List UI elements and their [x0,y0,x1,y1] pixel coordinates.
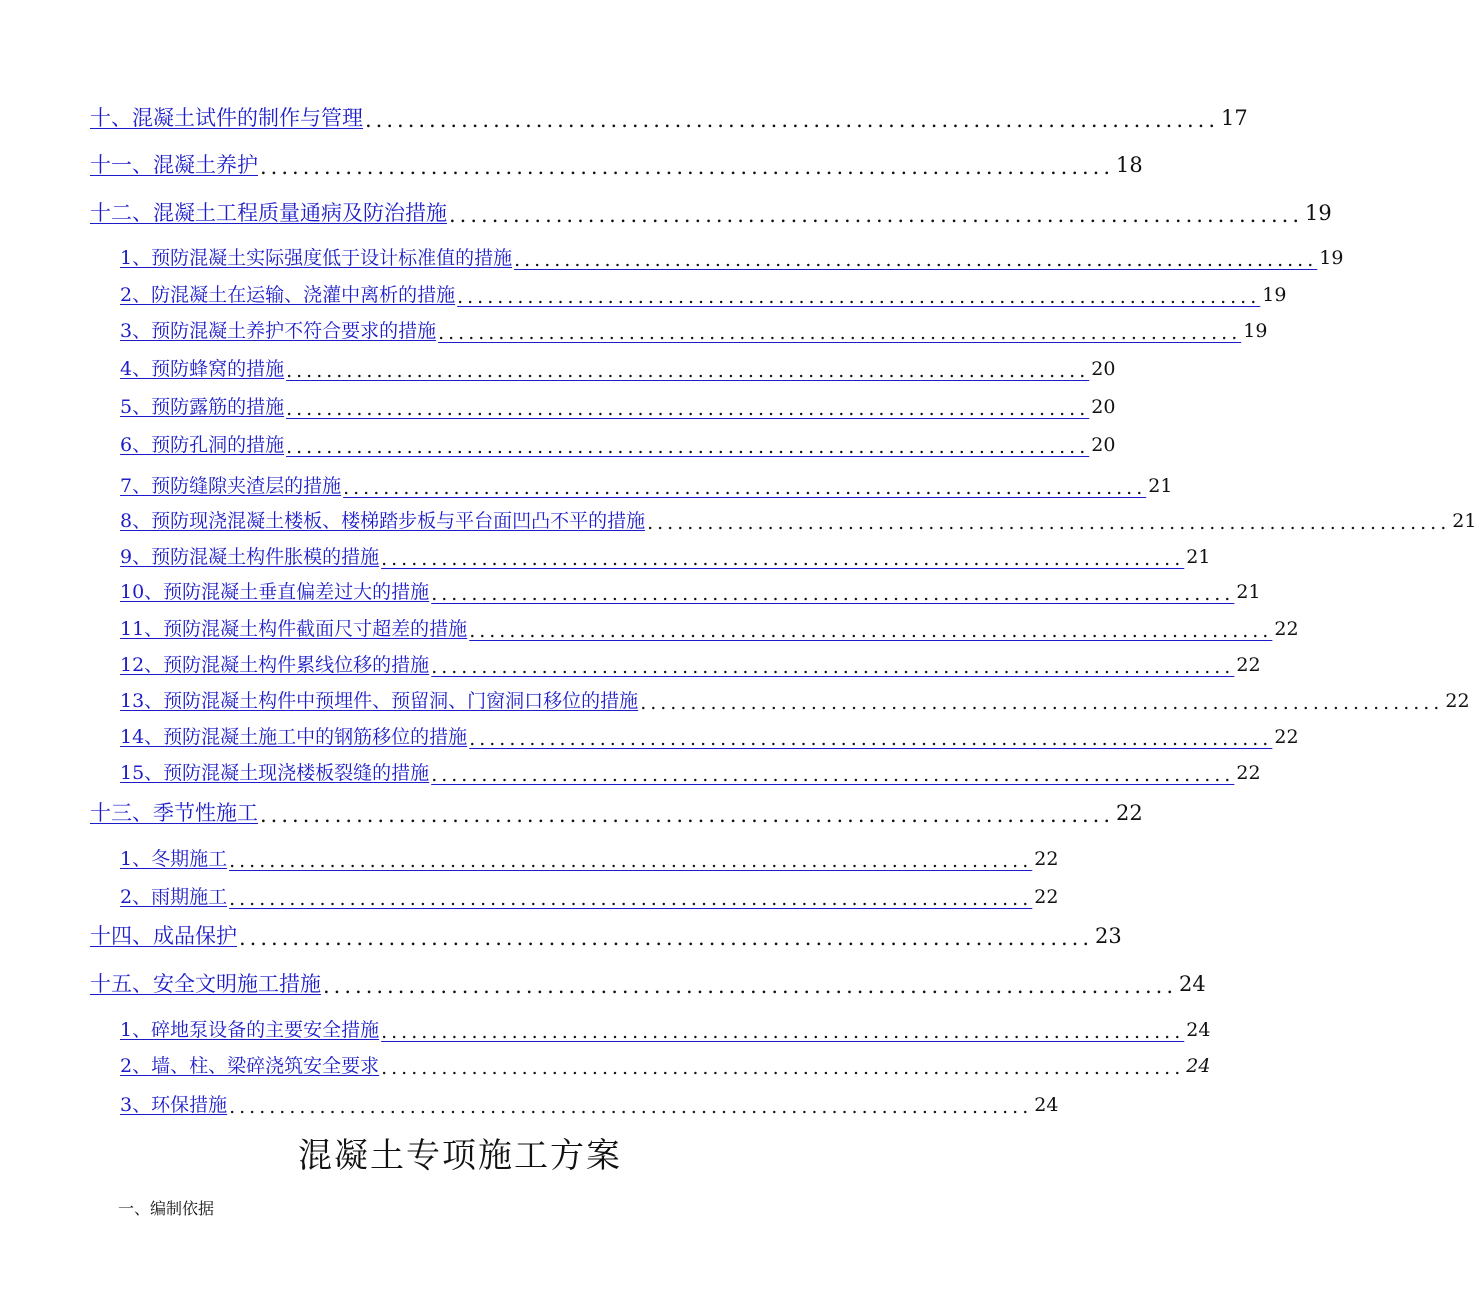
document-title: 混凝土专项施工方案 [298,1136,622,1176]
toc-leader-dots: ................................................................................ [286,398,1090,420]
toc-entry[interactable] [90,105,1248,132]
toc-leader-dots: ................................................................................ [323,974,1178,998]
toc-entry-page: 24 [1034,1094,1059,1116]
toc-entry-page: 24 [1179,972,1206,996]
toc-entry-label: 十一、混凝土养护 [90,153,258,177]
toc-entry-label: 十三、季节性施工 [90,801,258,825]
toc-leader-dots: ................................................................................ [640,692,1444,714]
toc-leader-dots: ................................................................................ [449,203,1304,227]
toc-entry-page: 22 [1034,886,1059,908]
toc-entry-page: 19 [1319,247,1344,269]
toc-entry-page: 20 [1091,358,1116,380]
toc-entry-label: 9、预防混凝土构件胀模的措施 [120,546,380,568]
toc-entry-page: 19 [1243,320,1268,342]
toc-entry-page: 21 [1236,581,1261,603]
toc-entry-page: 19 [1305,201,1332,225]
toc-entry[interactable] [120,885,1059,910]
toc-entry-label: 3、预防混凝土养护不符合要求的措施 [120,320,437,342]
toc-entry-label: 十二、混凝土工程质量通病及防治措施 [90,201,447,225]
toc-entry-page: 20 [1091,396,1116,418]
toc-leader-dots: ................................................................................ [365,108,1220,132]
toc-leader-dots: ................................................................................ [343,477,1147,499]
toc-entry-page: 21 [1452,510,1476,532]
toc-entry-page: 22 [1274,618,1299,640]
toc-entry[interactable] [120,433,1116,458]
toc-entry-label: 2、雨期施工 [120,886,228,908]
toc-entry-page: 18 [1116,153,1143,177]
toc-entry[interactable] [120,319,1268,344]
toc-entry[interactable] [120,357,1116,382]
toc-leader-dots: ................................................................................ [286,360,1090,382]
toc-leader-dots: ................................................................................ [469,728,1273,750]
toc-leader-dots: ................................................................................ [229,1096,1033,1118]
toc-entry-page: 23 [1095,924,1122,948]
toc-entry-label: 6、预防孔洞的措施 [120,434,285,456]
toc-entry-label: 12、预防混凝土构件累线位移的措施 [120,654,430,676]
toc-entry[interactable] [90,923,1122,950]
toc-entry-page: 22 [1445,690,1470,712]
toc-entry-label: 十、混凝土试件的制作与管理 [90,106,363,130]
toc-leader-dots: ................................................................................ [381,1021,1185,1043]
toc-entry-page: 22 [1236,762,1261,784]
toc-entry[interactable] [120,847,1059,872]
toc-entry-page: 17 [1221,106,1248,130]
toc-entry-page: 24 [1186,1019,1211,1041]
toc-entry-label: 14、预防混凝土施工中的钢筋移位的措施 [120,726,468,748]
toc-entry-page: 19 [1262,284,1287,306]
toc-entry-label: 2、墙、柱、梁碎浇筑安全要求 [120,1055,380,1077]
toc-leader-dots: ................................................................................ [469,620,1273,642]
toc-entry[interactable] [90,200,1332,227]
toc-entry[interactable] [120,617,1299,642]
toc-leader-dots: ................................................................................ [431,583,1235,605]
toc-leader-dots: ................................................................................ [647,512,1451,534]
toc-leader-dots: ................................................................................ [381,548,1185,570]
toc-leader-dots: ................................................................................ [260,803,1115,827]
toc-leader-dots: ................................................................................ [286,436,1090,458]
toc-leader-dots: ................................................................................ [514,249,1318,271]
toc-entry-page: 22 [1236,654,1261,676]
toc-entry[interactable] [120,509,1476,534]
toc-entry[interactable] [120,395,1116,420]
toc-entry[interactable] [90,800,1143,827]
toc-entry[interactable] [120,1093,1059,1118]
toc-entry-page: 21 [1186,546,1211,568]
toc-entry-label: 4、预防蜂窝的措施 [120,358,285,380]
toc-entry-label: 3、环保措施 [120,1094,228,1116]
toc-entry[interactable] [120,545,1211,570]
toc-entry[interactable] [120,1054,1211,1079]
toc-leader-dots: ................................................................................ [431,656,1235,678]
toc-leader-dots: ................................................................................ [431,764,1235,786]
toc-leader-dots: ................................................................................ [239,926,1094,950]
toc-entry-page: 24 [1186,1055,1211,1077]
toc-entry-page: 22 [1034,848,1059,870]
toc-entry[interactable] [120,283,1287,308]
toc-entry-label: 10、预防混凝土垂直偏差过大的措施 [120,581,430,603]
toc-entry[interactable] [120,474,1173,499]
toc-entry-label: 十四、成品保护 [90,924,237,948]
toc-entry[interactable] [120,761,1261,786]
toc-leader-dots: ................................................................................ [381,1057,1185,1079]
toc-entry-page: 21 [1148,475,1173,497]
toc-entry-label: 11、预防混凝土构件截面尺寸超差的措施 [120,618,468,640]
toc-entry-label: 7、预防缝隙夹渣层的措施 [120,475,342,497]
section-heading: 一、编制依据 [118,1199,215,1218]
toc-entry[interactable] [120,580,1261,605]
toc-leader-dots: ................................................................................ [260,155,1115,179]
toc-entry-page: 22 [1274,726,1299,748]
toc-entry-label: 15、预防混凝土现浇楼板裂缝的措施 [120,762,430,784]
toc-entry[interactable] [120,689,1470,714]
toc-entry[interactable] [120,1018,1211,1043]
toc-entry[interactable] [120,725,1299,750]
toc-entry-page: 22 [1116,801,1143,825]
toc-entry-label: 5、预防露筋的措施 [120,396,285,418]
toc-entry-label: 2、防混凝土在运输、浇灌中离析的措施 [120,284,456,306]
toc-entry-page: 20 [1091,434,1116,456]
toc-leader-dots: ................................................................................ [229,850,1033,872]
toc-leader-dots: ................................................................................ [229,888,1033,910]
toc-entry-label: 1、冬期施工 [120,848,228,870]
toc-entry[interactable] [120,246,1344,271]
toc-entry-label: 13、预防混凝土构件中预埋件、预留洞、门窗洞口移位的措施 [120,690,639,712]
toc-entry-label: 1、预防混凝土实际强度低于设计标准值的措施 [120,247,513,269]
toc-leader-dots: ................................................................................ [457,286,1261,308]
toc-entry-label: 十五、安全文明施工措施 [90,972,321,996]
toc-leader-dots: ................................................................................ [438,322,1242,344]
toc-entry-label: 8、预防现浇混凝土楼板、楼梯踏步板与平台面凹凸不平的措施 [120,510,646,532]
toc-entry[interactable] [90,152,1143,179]
toc-entry[interactable] [90,971,1206,998]
toc-entry[interactable] [120,653,1261,678]
toc-entry-label: 1、碎地泵设备的主要安全措施 [120,1019,380,1041]
